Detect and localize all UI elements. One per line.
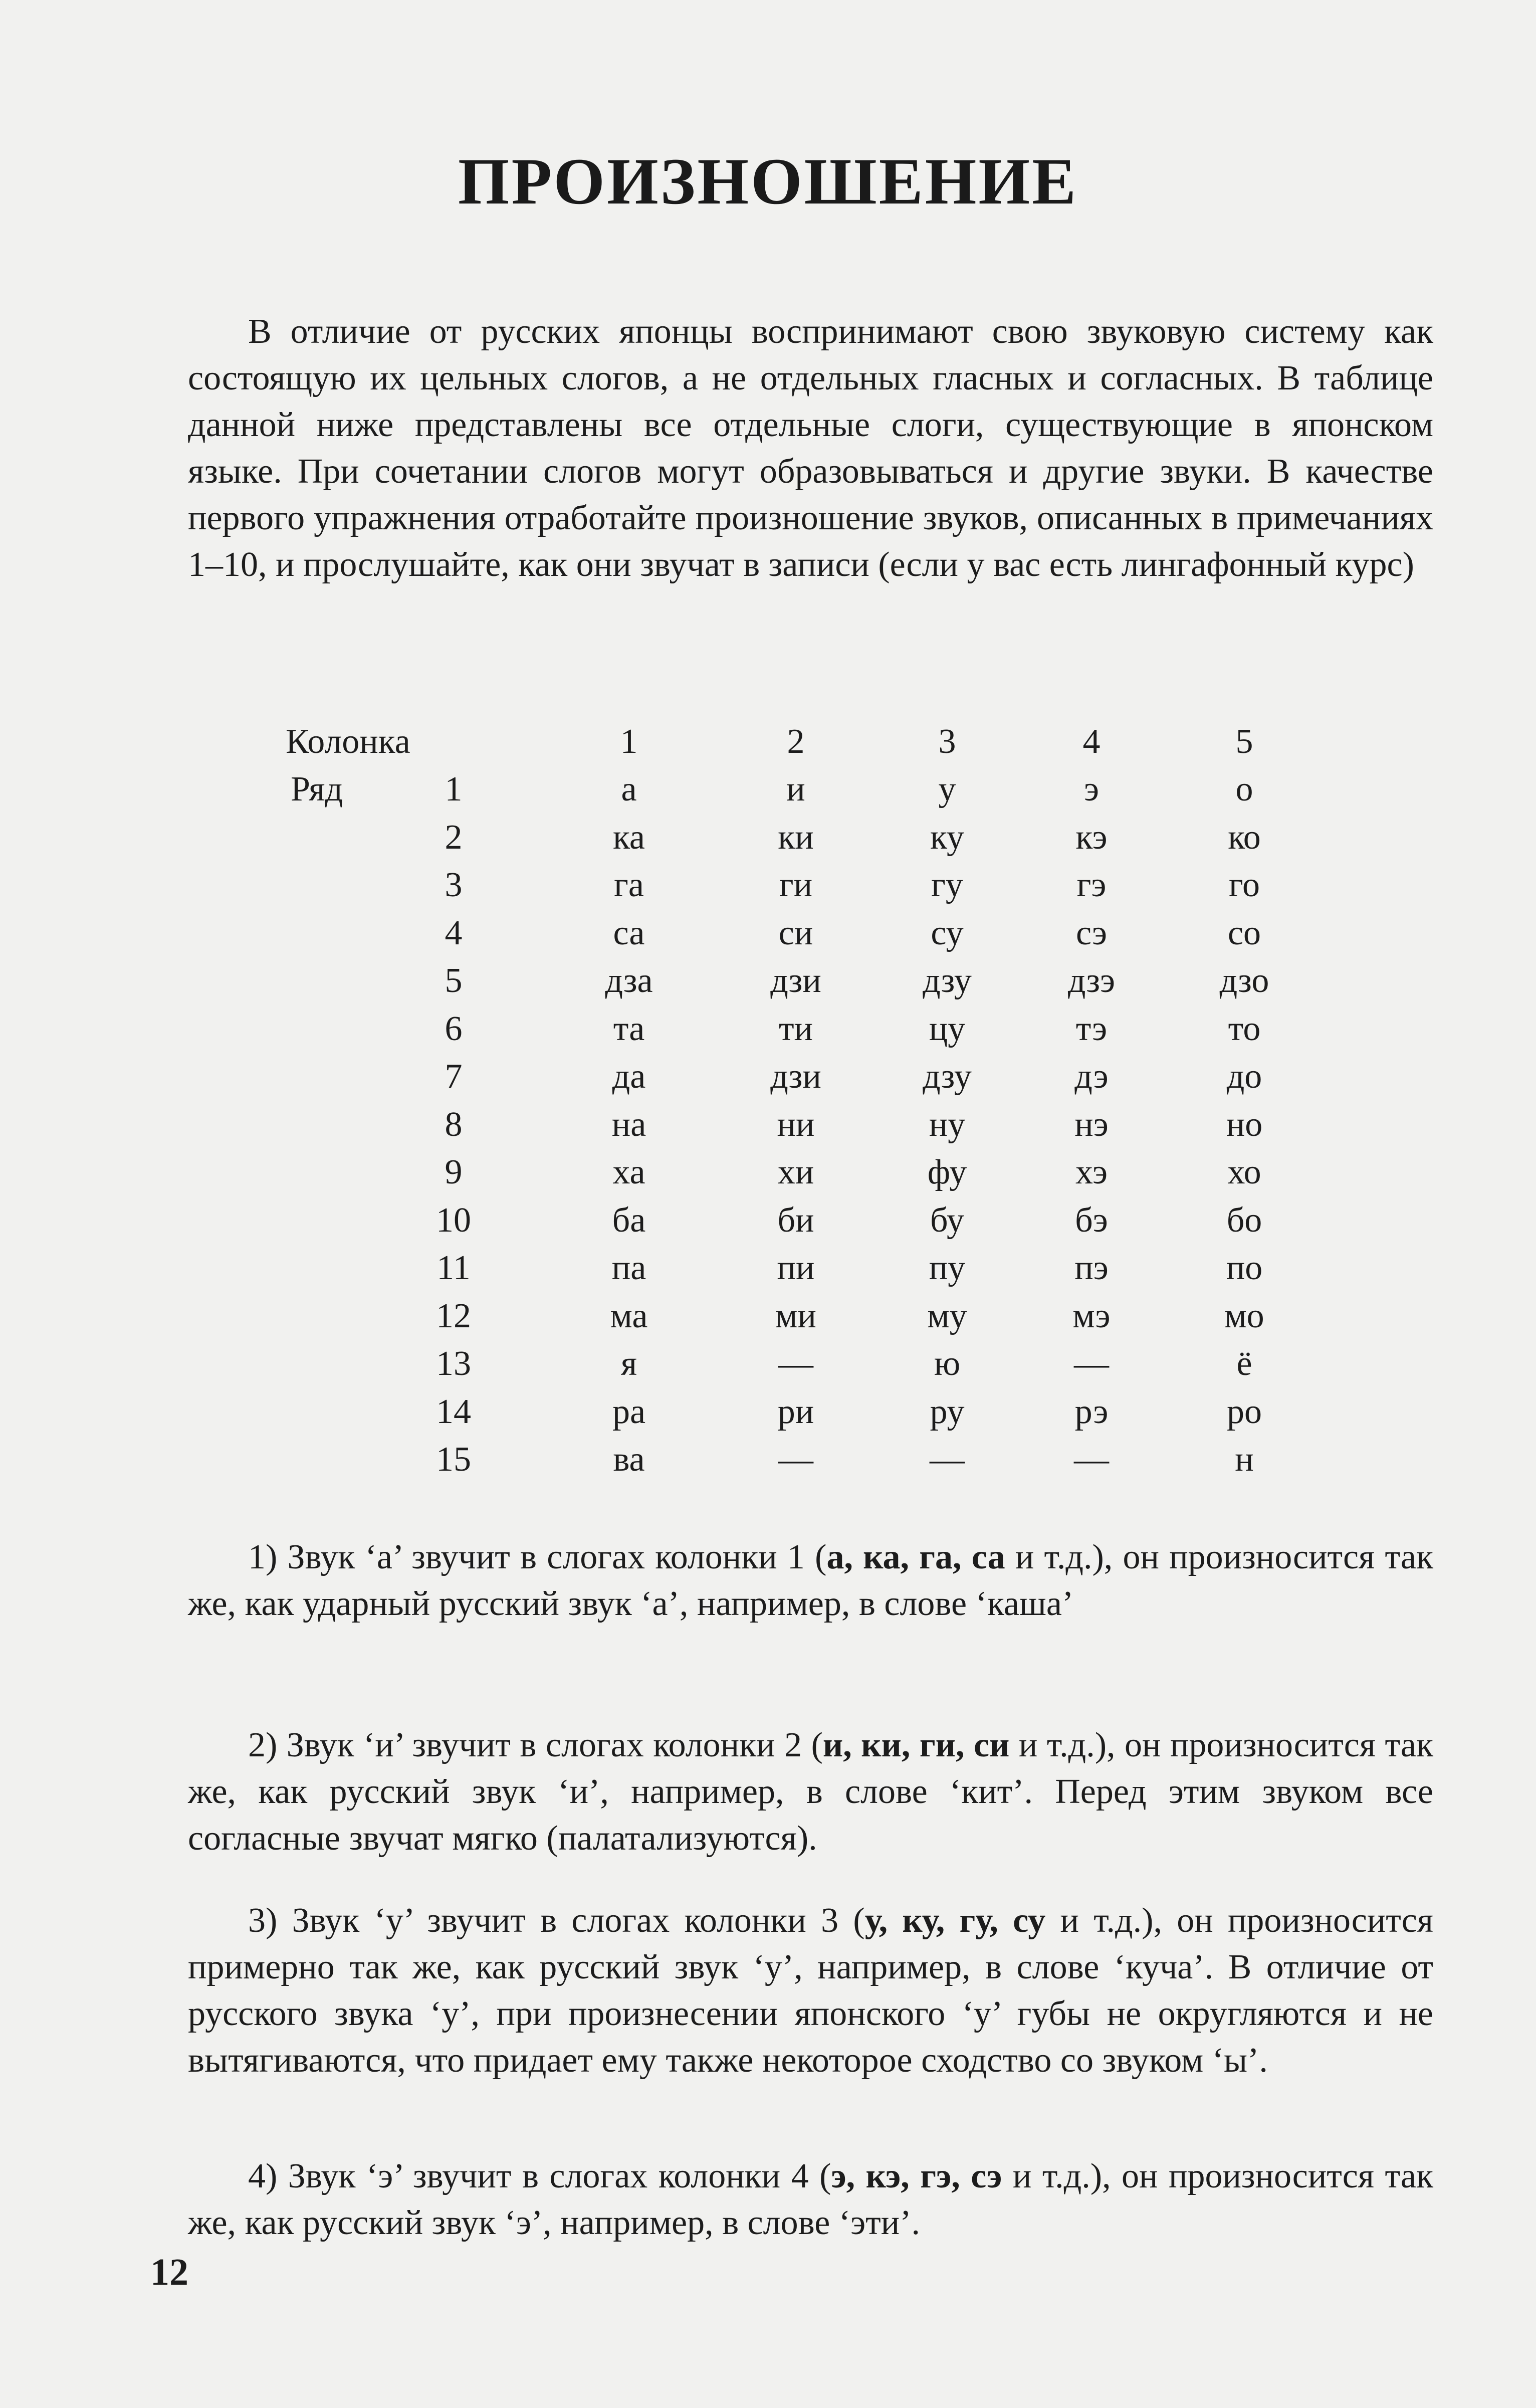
syllable-cell: гу	[931, 866, 963, 904]
syllable-cell: мэ	[1072, 1296, 1111, 1335]
note-3-bold: у, ку, гу, су	[864, 1901, 1046, 1940]
syllable-cell: га	[614, 866, 644, 904]
syllable-cell: ти	[778, 1009, 813, 1048]
syllable-cell: му	[927, 1296, 967, 1335]
note-4-lead: 4) Звук ‘э’ звучит в слогах колонки 4 (	[248, 2157, 831, 2195]
syllable-cell: пи	[777, 1249, 815, 1287]
syllable-cell: ки	[778, 818, 814, 857]
syllable-cell: хэ	[1075, 1153, 1108, 1191]
syllable-cell: дза	[605, 961, 653, 1000]
note-3-tail: и т.д.), он произносится примерно так же, как русский звук ‘у’, например, в слове ‘куча’. В отличие от русского звука ‘у’, при произнесении японского ‘у’ губы не округляются и не вытягиваются, что придает ему также некоторое сходство со звуком ‘ы’.	[188, 1901, 1433, 2080]
row-number: 10	[436, 1200, 471, 1240]
page-title: ПРОИЗНОШЕНИЕ	[458, 144, 1078, 218]
column-label: Колонка	[286, 722, 410, 761]
note-1	[188, 1534, 1433, 1627]
syllable-cell: хи	[777, 1153, 814, 1191]
row-number: 11	[436, 1249, 471, 1287]
syllable-cell: ни	[777, 1105, 815, 1144]
syllable-cell: до	[1226, 1057, 1262, 1096]
syllable-cell: ку	[930, 818, 965, 857]
syllable-cell: о	[1235, 770, 1253, 809]
syllable-cell: са	[613, 913, 645, 952]
syllable-cell: ру	[930, 1392, 965, 1431]
syllable-cell: ё	[1236, 1344, 1252, 1383]
syllable-cell: тэ	[1075, 1009, 1108, 1048]
syllable-cell: ги	[779, 866, 813, 904]
syllable-cell: хо	[1227, 1153, 1261, 1191]
syllable-cell: со	[1227, 913, 1261, 952]
note-3-lead: 3) Звук ‘у’ звучит в слогах колонки 3 (	[248, 1901, 865, 1940]
syllable-cell: дзу	[923, 961, 972, 1000]
note-2	[188, 1722, 1433, 1862]
syllable-cell: по	[1226, 1249, 1263, 1287]
syllable-cell: ро	[1227, 1392, 1262, 1431]
syllable-cell: ми	[775, 1296, 816, 1335]
syllable-cell: а	[621, 770, 637, 809]
note-3	[188, 1897, 1433, 2084]
note-4	[188, 2153, 1433, 2246]
note-2-tail: и т.д.), он произносится так же, как русский звук ‘и’, например, в слове ‘кит’. Перед этим звуком все согласные звучат мягко (палатализуются).	[188, 1726, 1433, 1858]
syllable-cell: сэ	[1076, 913, 1107, 952]
row-number: 13	[436, 1344, 471, 1383]
column-number: 2	[787, 722, 805, 761]
syllable-cell: бэ	[1075, 1200, 1108, 1240]
syllable-cell: да	[612, 1057, 646, 1096]
syllable-cell: ма	[610, 1296, 648, 1335]
row-number: 2	[445, 818, 463, 857]
syllable-cell: ко	[1228, 818, 1261, 857]
syllable-cell: —	[1074, 1440, 1109, 1479]
row-number: 1	[445, 770, 463, 809]
row-number: 9	[445, 1153, 463, 1191]
syllable-cell: дзу	[923, 1057, 972, 1096]
syllable-cell: та	[613, 1009, 645, 1048]
syllable-cell: я	[620, 1344, 637, 1383]
column-number: 4	[1082, 722, 1101, 761]
syllable-cell: ну	[929, 1105, 966, 1144]
syllable-cell: дзо	[1219, 961, 1269, 1000]
column-number: 1	[620, 722, 638, 761]
row-number: 8	[445, 1105, 463, 1144]
syllable-cell: ха	[612, 1153, 645, 1191]
syllable-cell: нэ	[1074, 1105, 1109, 1144]
row-number: 5	[445, 961, 463, 1000]
syllable-cell: ю	[934, 1344, 961, 1383]
row-number: 6	[445, 1009, 463, 1048]
syllable-cell: —	[778, 1440, 813, 1479]
syllable-cell: го	[1229, 866, 1260, 904]
syllable-cell: бо	[1226, 1200, 1262, 1240]
row-label: Ряд	[291, 770, 343, 809]
syllable-cell: ра	[612, 1392, 646, 1431]
column-number: 5	[1235, 722, 1253, 761]
syllable-cell: —	[778, 1344, 813, 1383]
syllable-cell: бу	[930, 1200, 964, 1240]
syllable-cell: кэ	[1075, 818, 1108, 857]
note-1-tail: и т.д.), он произносится так же, как ударный русский звук ‘а’, например, в слове ‘каша’	[188, 1538, 1433, 1623]
syllable-cell: би	[777, 1200, 814, 1240]
syllable-cell: н	[1235, 1440, 1254, 1479]
syllable-cell: цу	[929, 1009, 966, 1048]
syllable-cell: си	[778, 913, 813, 952]
syllable-cell: но	[1226, 1105, 1263, 1144]
syllable-cell: у	[938, 770, 956, 809]
intro-text: В отличие от русских японцы воспринимают свою звуковую систему как состоящую их цельных слогов, а не отдельных гласных и согласных. В таблице данной ниже представлены все отдельные слоги, существующие в японском языке. При сочетании слогов могут образовываться и другие звуки. В качестве первого упражнения отработайте произношение звуков, описанных в примечаниях 1–10, и прослушайте, как они звучат в записи (если у вас есть лингафонный курс)	[188, 312, 1433, 584]
row-number: 7	[445, 1057, 463, 1096]
syllable-cell: пэ	[1074, 1249, 1109, 1287]
syllable-cell: —	[930, 1440, 965, 1479]
row-number: 4	[445, 913, 463, 952]
row-number: 12	[436, 1296, 471, 1335]
syllable-cell: ри	[777, 1392, 814, 1431]
syllable-cell: то	[1228, 1009, 1261, 1048]
row-number: 3	[445, 866, 463, 904]
syllable-cell: мо	[1224, 1296, 1264, 1335]
intro-paragraph	[188, 308, 1433, 588]
note-2-bold: и, ки, ги, си	[822, 1726, 1010, 1764]
syllable-table	[0, 722, 1536, 1499]
syllable-cell: гэ	[1076, 866, 1107, 904]
note-1-lead: 1) Звук ‘а’ звучит в слогах колонки 1 (	[248, 1538, 827, 1576]
syllable-cell: ва	[613, 1440, 645, 1479]
row-number: 14	[436, 1392, 471, 1431]
syllable-cell: э	[1083, 770, 1100, 809]
syllable-cell: па	[611, 1249, 646, 1287]
page-number: 12	[150, 2251, 188, 2293]
syllable-cell: рэ	[1074, 1392, 1109, 1431]
syllable-cell: —	[1074, 1344, 1109, 1383]
note-1-bold: а, ка, га, са	[826, 1538, 1005, 1576]
syllable-cell: и	[786, 770, 805, 809]
note-4-tail: и т.д.), он произносится так же, как русский звук ‘э’, например, в слове ‘эти’.	[188, 2157, 1433, 2242]
syllable-cell: фу	[927, 1153, 967, 1191]
syllable-cell: дзэ	[1067, 961, 1116, 1000]
syllable-cell: ка	[612, 818, 645, 857]
syllable-cell: ба	[612, 1200, 646, 1240]
syllable-cell: дзи	[770, 961, 821, 1000]
syllable-cell: су	[931, 913, 964, 952]
syllable-cell: на	[611, 1105, 646, 1144]
note-4-bold: э, кэ, гэ, сэ	[831, 2157, 1002, 2195]
row-number: 15	[436, 1440, 471, 1479]
column-number: 3	[938, 722, 956, 761]
syllable-cell: дэ	[1074, 1057, 1109, 1096]
syllable-cell: пу	[929, 1249, 966, 1287]
note-2-lead: 2) Звук ‘и’ звучит в слогах колонки 2 (	[248, 1726, 823, 1764]
syllable-cell: дзи	[770, 1057, 821, 1096]
